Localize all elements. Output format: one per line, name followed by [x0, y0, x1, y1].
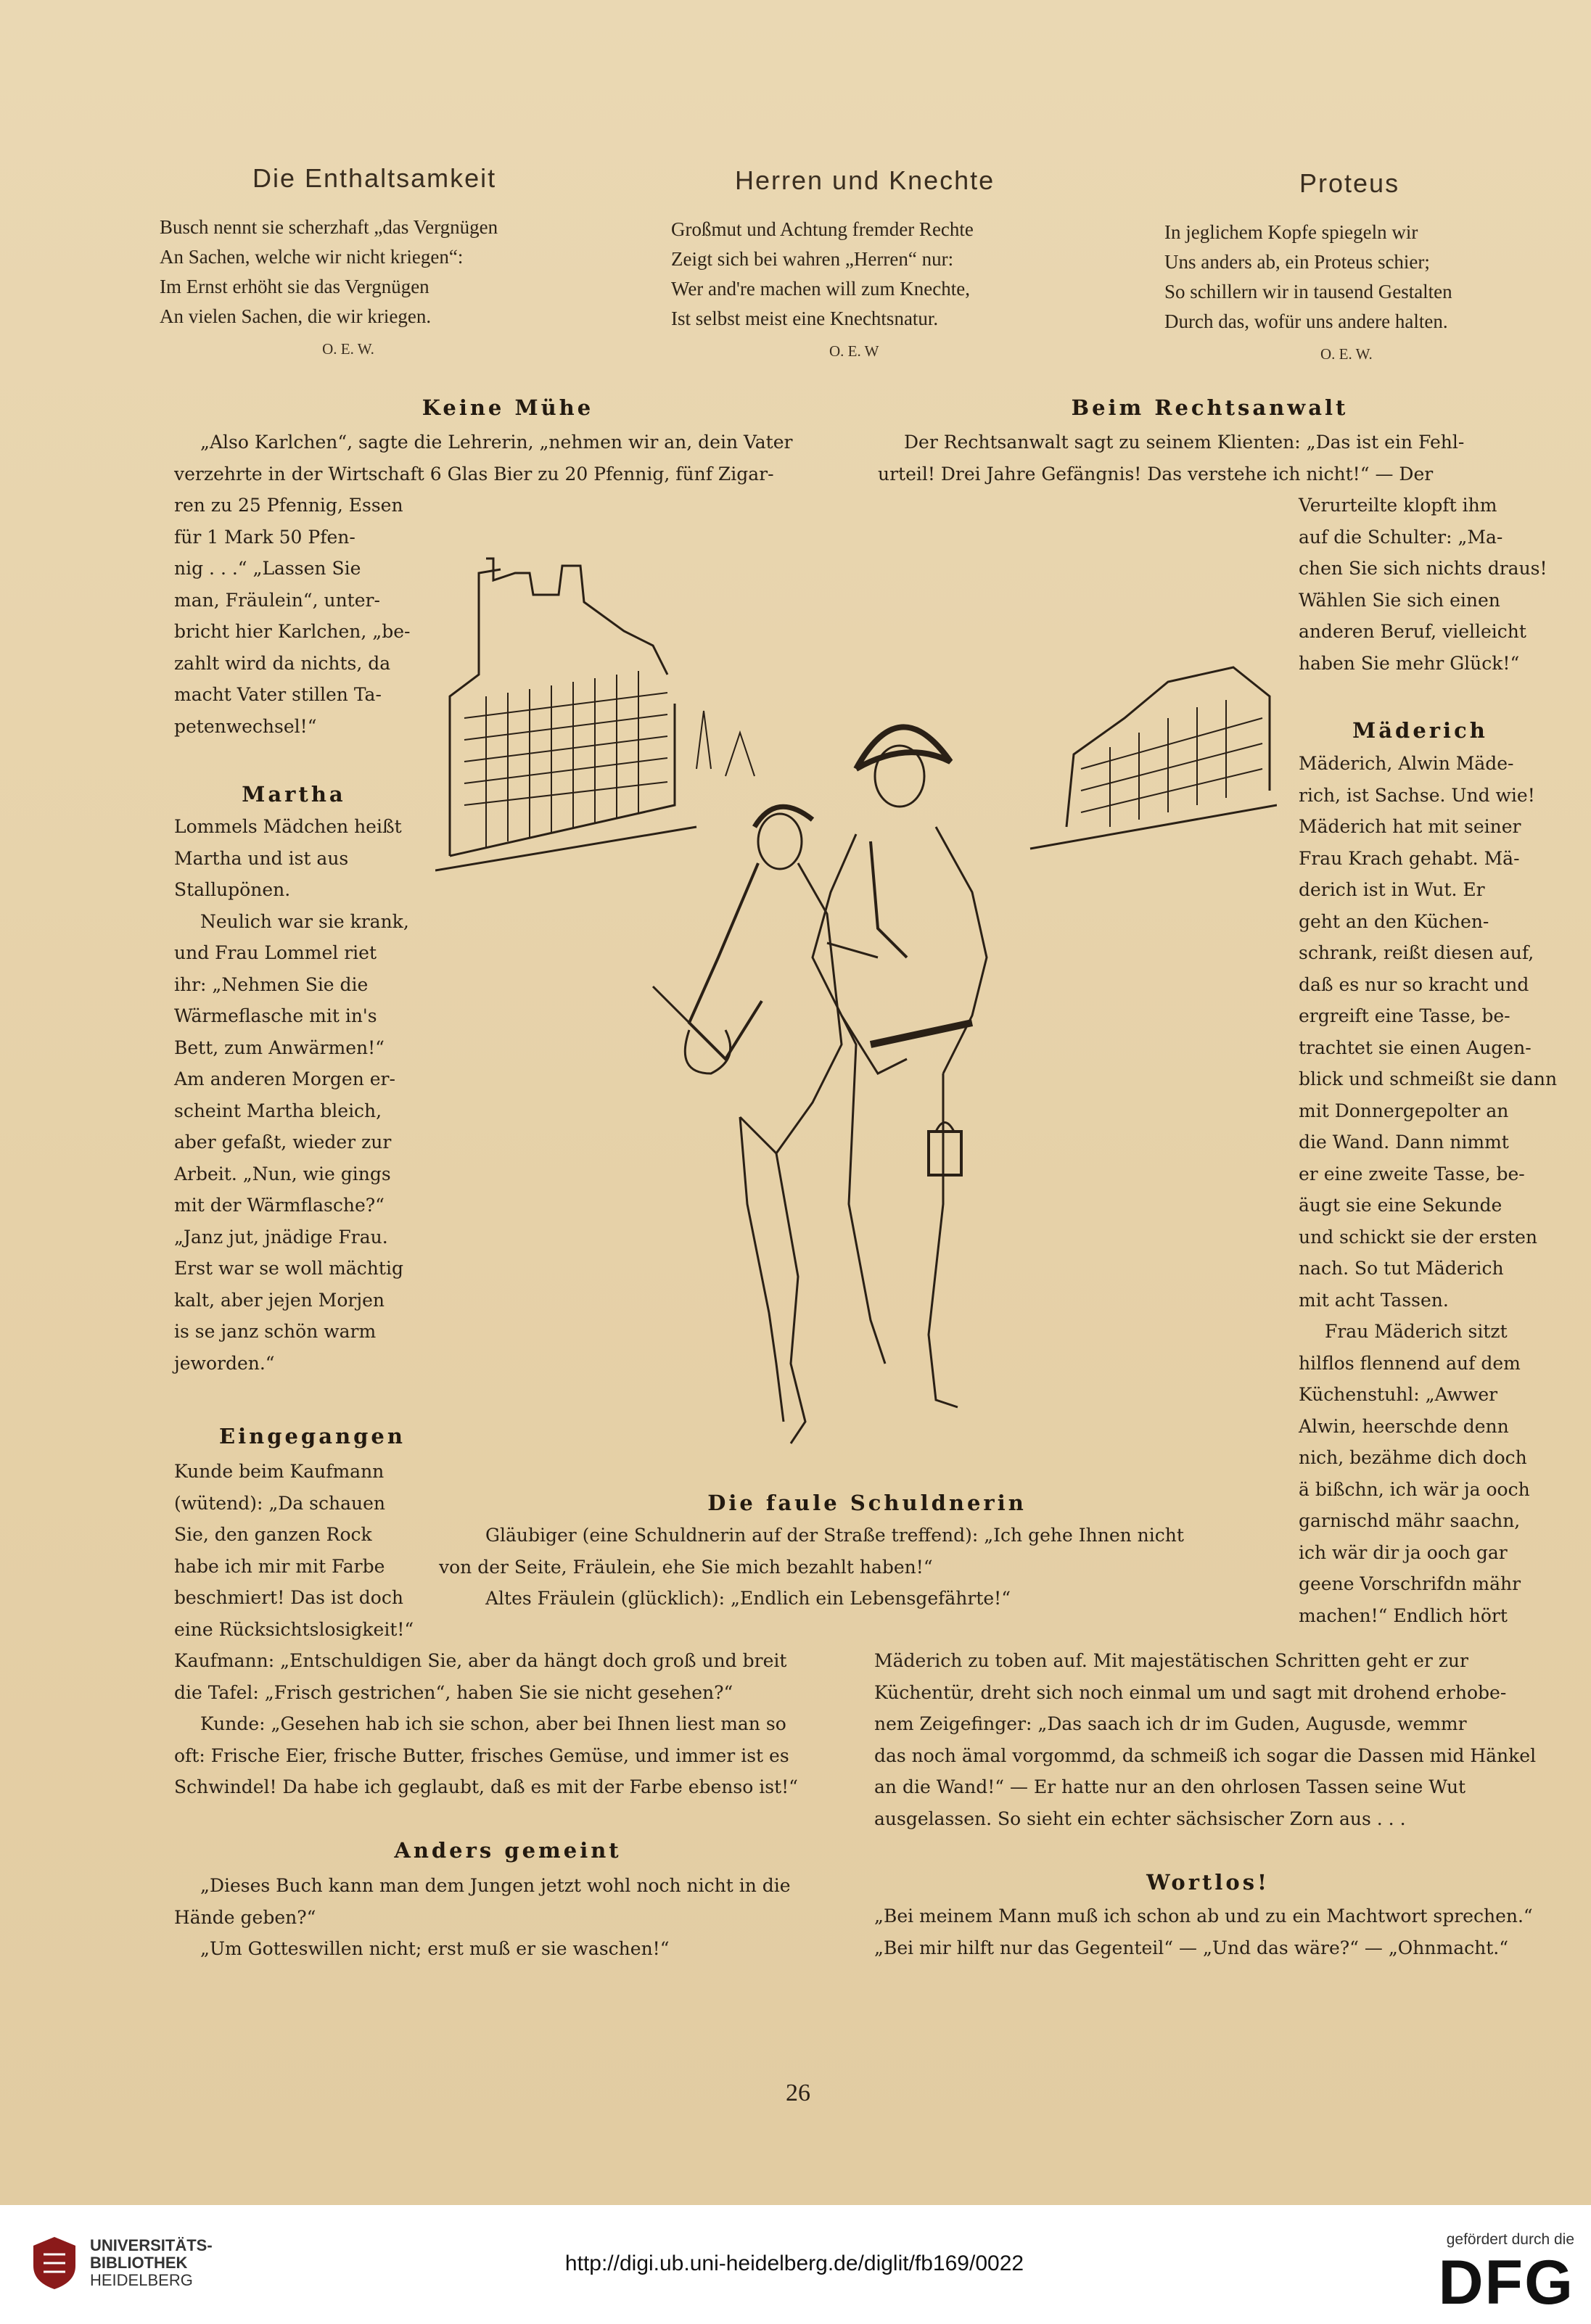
- text-line: Kunde beim Kaufmann: [174, 1461, 385, 1482]
- text-line: ausgelassen. So sieht ein echter sächsischer Zorn aus . . .: [874, 1808, 1406, 1829]
- story-keine-muehe-narrow: [174, 490, 414, 742]
- heading-anders-gemeint: Anders gemeint: [394, 1838, 622, 1863]
- story-faule-schuldnerin: [439, 1520, 1295, 1615]
- text-line: Erst war se woll mächtig: [174, 1258, 403, 1279]
- text-line: beschmiert! Das ist doch: [174, 1587, 403, 1608]
- poem-line: In jeglichem Kopfe spiegeln wir: [1164, 221, 1418, 243]
- text-line: Wärmeflasche mit in's: [174, 1005, 377, 1026]
- university-seal-icon: [29, 2234, 80, 2292]
- text-line: äugt sie eine Sekunde: [1299, 1195, 1502, 1216]
- text-line: die Wand. Dann nimmt: [1299, 1132, 1509, 1153]
- text-line: Verurteilte klopft ihm: [1299, 495, 1497, 516]
- library-name: [90, 2237, 213, 2289]
- story-martha: [174, 811, 414, 1379]
- text-line: haben Sie mehr Glück!“: [1299, 652, 1520, 674]
- heading-maederich: Mäderich: [1352, 718, 1488, 743]
- library-line: UNIVERSITÄTS-: [90, 2236, 213, 2254]
- text-line: verzehrte in der Wirtschaft 6 Glas Bier zu 20 Pfennig, fünf Zigar-: [174, 463, 774, 485]
- text-line: „Also Karlchen“, sagte die Lehrerin, „nehmen wir an, dein Vater: [200, 432, 793, 453]
- text-line: nem Zeigefinger: „Das saach ich dr im Guden, Augusde, wemmr: [874, 1713, 1467, 1734]
- text-line: mit der Wärmflasche?“: [174, 1195, 385, 1216]
- dfg-logo: DFG: [1438, 2248, 1574, 2317]
- text-line: Mäderich hat mit seiner: [1299, 816, 1521, 837]
- text-line: nich, bezähme dich doch: [1299, 1447, 1527, 1468]
- text-line: „Bei meinem Mann muß ich schon ab und zu ein Machtwort sprechen.“: [874, 1905, 1533, 1927]
- story-wortlos: [874, 1900, 1542, 1964]
- text-line: „Um Gotteswillen nicht; erst muß er sie waschen!“: [200, 1938, 670, 1959]
- poem-line: Ist selbst meist eine Knechtsnatur.: [671, 308, 939, 329]
- heading-wortlos: Wortlos!: [1146, 1870, 1270, 1895]
- text-line: Arbeit. „Nun, wie gings: [174, 1163, 391, 1184]
- poem-line: Im Ernst erhöht sie das Vergnügen: [160, 276, 429, 297]
- story-anders-gemeint: [174, 1870, 845, 1965]
- story-rechtsanwalt-narrow: [1299, 490, 1547, 679]
- poem-enthaltsamkeit: [160, 163, 537, 358]
- text-line: „Janz jut, jnädige Frau.: [174, 1226, 388, 1248]
- poem-herren-und-knechte: [671, 165, 1048, 360]
- text-line: an die Wand!“ — Er hatte nur an den ohrlosen Tassen seine Wut: [874, 1776, 1466, 1797]
- text-line: Schwindel! Da habe ich geglaubt, daß es mit der Farbe ebenso ist!“: [174, 1776, 798, 1797]
- text-line: auf die Schulter: „Ma-: [1299, 526, 1503, 548]
- text-line: Martha und ist aus: [174, 847, 349, 869]
- poem-signature: O. E. W.: [322, 340, 374, 358]
- story-eingegangen-narrow: [174, 1456, 414, 1645]
- text-line: aber gefaßt, wieder zur: [174, 1132, 392, 1153]
- page-number: 26: [786, 2080, 810, 2106]
- text-line: habe ich mir mit Farbe: [174, 1555, 385, 1577]
- story-maederich-wide: [874, 1645, 1542, 1834]
- text-line: trachtet sie einen Augen-: [1299, 1037, 1532, 1058]
- text-line: Küchentür, dreht sich noch einmal um und sagt mit drohend erhobe-: [874, 1681, 1507, 1703]
- text-line: Bett, zum Anwärmen!“: [174, 1037, 385, 1058]
- story-rechtsanwalt-wide: [878, 427, 1545, 490]
- text-line: zahlt wird da nichts, da: [174, 652, 391, 674]
- text-line: ren zu 25 Pfennig, Essen: [174, 495, 403, 516]
- text-line: Mäderich zu toben auf. Mit majestätischen Schritten geht er zur: [874, 1650, 1468, 1671]
- text-line: petenwechsel!“: [174, 715, 317, 737]
- poem-line: So schillern wir in tausend Gestalten: [1164, 281, 1452, 302]
- poem-signature: O. E. W.: [1320, 345, 1373, 363]
- text-line: chen Sie sich nichts draus!: [1299, 558, 1547, 579]
- text-line: Frau Mäderich sitzt: [1325, 1321, 1508, 1342]
- heading-faule-schuldnerin: Die faule Schuldnerin: [707, 1491, 1027, 1515]
- text-line: mit Donnergepolter an: [1299, 1100, 1509, 1121]
- text-line: Sie, den ganzen Rock: [174, 1524, 372, 1545]
- source-url-link[interactable]: http://digi.ub.uni-heidelberg.de/diglit/fb169/0022: [564, 2251, 1024, 2275]
- text-line: macht Vater stillen Ta-: [174, 684, 382, 705]
- text-line: is se janz schön warm: [174, 1321, 377, 1342]
- text-line: urteil! Drei Jahre Gefängnis! Das verstehe ich nicht!“ — Der: [878, 463, 1434, 485]
- text-line: nig . . .“ „Lassen Sie: [174, 558, 361, 579]
- text-line: und Frau Lommel riet: [174, 942, 377, 963]
- street-scene-illustration: [435, 551, 1277, 1487]
- text-line: schrank, reißt diesen auf,: [1299, 942, 1534, 963]
- text-line: (wütend): „Da schauen: [174, 1492, 386, 1514]
- text-line: die Tafel: „Frisch gestrichen“, haben Sie sie nicht gesehen?“: [174, 1681, 733, 1703]
- funded-by-label: gefördert durch die: [1446, 2231, 1574, 2248]
- story-maederich-narrow: [1299, 748, 1558, 1631]
- text-line: mit acht Tassen.: [1299, 1289, 1449, 1311]
- heading-beim-rechtsanwalt: Beim Rechtsanwalt: [1071, 395, 1349, 420]
- text-line: garnischd mähr saachn,: [1299, 1510, 1521, 1531]
- text-line: scheint Martha bleich,: [174, 1100, 382, 1121]
- text-line: jeworden.“: [174, 1352, 275, 1374]
- text-line: er eine zweite Tasse, be-: [1299, 1163, 1525, 1184]
- poem-line: Zeigt sich bei wahren „Herren“ nur:: [671, 248, 954, 270]
- text-line: Hände geben?“: [174, 1906, 316, 1928]
- poem-proteus: [1164, 168, 1556, 363]
- text-line: „Bei mir hilft nur das Gegenteil“ — „Und das wäre?“ — „Ohnmacht.“: [874, 1937, 1508, 1958]
- text-line: Altes Fräulein (glücklich): „Endlich ein Lebensgefährte!“: [485, 1588, 1011, 1609]
- text-line: Gläubiger (eine Schuldnerin auf der Straße treffend): „Ich gehe Ihnen nicht: [485, 1525, 1184, 1546]
- text-line: derich ist in Wut. Er: [1299, 879, 1485, 900]
- text-line: Kaufmann: „Entschuldigen Sie, aber da hängt doch groß und breit: [174, 1650, 787, 1671]
- heading-martha: Martha: [242, 782, 346, 807]
- text-line: „Dieses Buch kann man dem Jungen jetzt wohl noch nicht in die: [200, 1875, 791, 1896]
- text-line: ich wär dir ja ooch gar: [1299, 1541, 1508, 1563]
- poem-title: Die Enthaltsamkeit: [252, 163, 497, 193]
- poem-line: Großmut und Achtung fremder Rechte: [671, 218, 974, 240]
- text-line: daß es nur so kracht und: [1299, 973, 1529, 995]
- text-line: machen!“ Endlich hört: [1299, 1604, 1508, 1626]
- text-line: ä bißchn, ich wär ja ooch: [1299, 1478, 1530, 1500]
- text-line: Kunde: „Gesehen hab ich sie schon, aber bei Ihnen liest man so: [200, 1713, 786, 1734]
- text-line: Der Rechtsanwalt sagt zu seinem Klienten: „Das ist ein Fehl-: [904, 432, 1465, 453]
- text-line: kalt, aber jejen Morjen: [174, 1289, 385, 1311]
- text-line: Stallupönen.: [174, 879, 291, 900]
- poem-line: Wer and're machen will zum Knechte,: [671, 278, 971, 300]
- text-line: Neulich war sie krank,: [200, 910, 409, 932]
- poem-line: An vielen Sachen, die wir kriegen.: [160, 305, 432, 327]
- poem-title: Proteus: [1299, 168, 1400, 198]
- text-line: man, Fräulein“, unter-: [174, 589, 380, 611]
- digitization-footer: [0, 2205, 1591, 2324]
- story-keine-muehe-wide: [174, 427, 845, 490]
- poem-line: Busch nennt sie scherzhaft „das Vergnügen: [160, 216, 498, 238]
- text-line: Küchenstuhl: „Awwer: [1299, 1384, 1498, 1405]
- text-line: geht an den Küchen-: [1299, 910, 1489, 932]
- text-line: rich, ist Sachse. Und wie!: [1299, 784, 1535, 806]
- text-line: und schickt sie der ersten: [1299, 1226, 1538, 1248]
- text-line: eine Rücksichtslosigkeit!“: [174, 1618, 414, 1640]
- poem-signature: O. E. W: [829, 342, 879, 360]
- library-line: BIBLIOTHEK: [90, 2254, 188, 2272]
- text-line: Alwin, heerschde denn: [1299, 1415, 1509, 1437]
- text-line: ergreift eine Tasse, be-: [1299, 1005, 1510, 1026]
- text-line: für 1 Mark 50 Pfen-: [174, 526, 355, 548]
- text-line: das noch ämal vorgommd, da schmeiß ich sogar die Dassen mid Hänkel: [874, 1744, 1537, 1766]
- text-line: nach. So tut Mäderich: [1299, 1258, 1504, 1279]
- text-line: oft: Frische Eier, frische Butter, frisches Gemüse, und immer ist es: [174, 1744, 789, 1766]
- text-line: anderen Beruf, vielleicht: [1299, 621, 1526, 642]
- text-line: hilflos flennend auf dem: [1299, 1352, 1521, 1374]
- library-line: HEIDELBERG: [90, 2271, 193, 2289]
- text-line: bricht hier Karlchen, „be-: [174, 621, 411, 642]
- text-line: geene Vorschrifdn mähr: [1299, 1573, 1521, 1594]
- text-line: Wählen Sie sich einen: [1299, 589, 1500, 611]
- heading-eingegangen: Eingegangen: [219, 1424, 406, 1449]
- text-line: blick und schmeißt sie dann: [1299, 1068, 1558, 1089]
- text-line: Lommels Mädchen heißt: [174, 816, 402, 837]
- text-line: von der Seite, Fräulein, ehe Sie mich bezahlt haben!“: [439, 1556, 933, 1578]
- text-line: Frau Krach gehabt. Mä-: [1299, 847, 1520, 869]
- poem-title: Herren und Knechte: [735, 165, 995, 195]
- text-line: Am anderen Morgen er-: [174, 1068, 395, 1089]
- story-eingegangen-wide: [174, 1645, 845, 1803]
- heading-keine-muehe: Keine Mühe: [422, 395, 594, 420]
- poem-line: Uns anders ab, ein Proteus schier;: [1164, 251, 1430, 273]
- text-line: ihr: „Nehmen Sie die: [174, 973, 369, 995]
- poem-line: An Sachen, welche wir nicht kriegen“:: [160, 246, 464, 268]
- text-line: Mäderich, Alwin Mäde-: [1299, 753, 1514, 774]
- poem-line: Durch das, wofür uns andere halten.: [1164, 310, 1448, 332]
